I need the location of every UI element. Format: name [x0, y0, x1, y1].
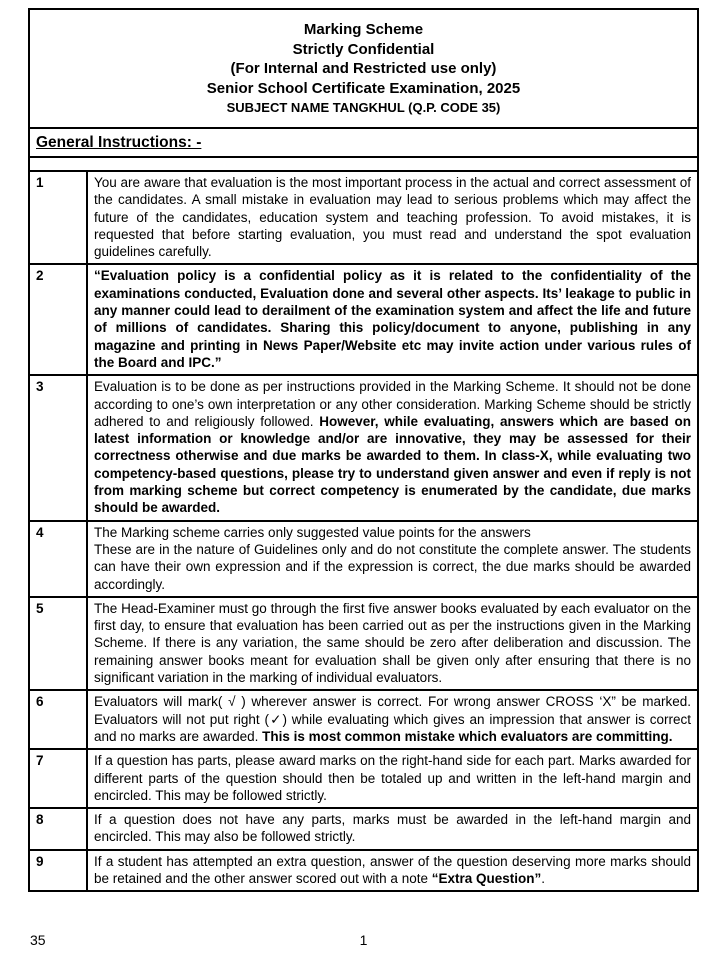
instruction-text-segment: You are aware that evaluation is the most important process in the actual and correct assessment of the candidates. A small mistake in evaluation may lead to serious problems which may affect the future of the candidates, education system and teaching profession. To avoid mistakes, it is requested that before starting evaluation, you must read and understand the spot evaluation guidelines carefully. [94, 175, 691, 260]
instruction-text [87, 749, 698, 808]
instruction-number: 7 [29, 749, 87, 808]
instruction-text-segment: Evaluation is to be done as per instructions provided in the Marking Scheme. It should not be done according to one’s own interpretation or any other consideration. Marking Scheme should be strictly adhered to and religiously followed. [94, 379, 691, 429]
instruction-row [29, 850, 698, 892]
instruction-text-segment: If a question does not have any parts, marks must be awarded in the left-hand margin and encircled. This may also be followed strictly. [94, 812, 691, 845]
instruction-number: 4 [29, 521, 87, 597]
instruction-row [29, 264, 698, 375]
header-examination: Senior School Certificate Examination, 2025 [206, 79, 521, 97]
document-header [30, 10, 697, 129]
instruction-text-segment: The Marking scheme carries only suggested value points for the answers [94, 524, 531, 540]
instruction-number: 9 [29, 850, 87, 892]
instruction-text-bold-segment: “Extra Question” [431, 870, 542, 886]
instruction-number: 3 [29, 375, 87, 520]
footer-code: 35 [30, 932, 46, 948]
instruction-text [87, 521, 698, 597]
instruction-number: 2 [29, 264, 87, 375]
header-subject: SUBJECT NAME TANGKHUL (Q.P. CODE 35) [226, 100, 501, 115]
instruction-text-segment: If a student has attempted an extra question, answer of the question deserving more marks should be retained and the other answer scored out with a note [94, 853, 691, 886]
document-page [28, 8, 699, 892]
instruction-number: 8 [29, 808, 87, 850]
instruction-number: 6 [29, 690, 87, 749]
instruction-text-segment: If a question has parts, please award marks on the right-hand side for each part. Marks awarded for different parts of the question should then be totaled up and written in the left-hand margin and encircled. This may be followed strictly. [94, 753, 691, 803]
instruction-row [29, 597, 698, 690]
instruction-text-bold-segment: This is most common mistake which evaluators are committing. [262, 728, 673, 744]
instruction-text-segment: The Head-Examiner must go through the first five answer books evaluated by each evaluator on the first day, to ensure that evaluation has been carried out as per the instructions given in the Marking Scheme. If there is any variation, the same should be zero after deliberation and discussion. The remaining answer books meant for evaluation shall be given only after ensuring that there is no significant variation in the marking of individual evaluators. [94, 600, 691, 686]
header-title: Marking Scheme [303, 21, 424, 38]
instruction-text [87, 690, 698, 749]
instruction-row [29, 375, 698, 520]
instruction-row [29, 171, 698, 264]
instruction-number: 5 [29, 597, 87, 690]
instruction-text [87, 171, 698, 264]
instructions-table [28, 170, 699, 892]
spacer [30, 158, 697, 170]
instruction-text-segment: Evaluators will mark( √ ) wherever answer is correct. For wrong answer CROSS ‘X” be marked. Evaluators will not put right (✓) while evaluating which gives an impression that answer is correct and no marks are awarded. [94, 694, 691, 744]
general-instructions-title: General Instructions: - [36, 134, 202, 151]
header-restricted-use: (For Internal and Restricted use only) [230, 60, 497, 77]
general-instructions-row [30, 129, 697, 158]
instruction-row [29, 521, 698, 597]
instruction-text-bold-segment: However, while evaluating, answers which are based on latest information or knowledge and/or are innovative, they may be assessed for their correctness otherwise and due marks be awarded to them. In class-X, while evaluating two competency-based questions, please try to understand given answer and even if reply is not from marking scheme but correct competency is enumerated by the candidate, due marks should be awarded. [94, 413, 691, 516]
instruction-row [29, 690, 698, 749]
header-confidential: Strictly Confidential [292, 40, 435, 58]
instruction-text [87, 375, 698, 520]
instruction-text [87, 808, 698, 850]
instruction-text-segment: . [541, 870, 546, 886]
instruction-number: 1 [29, 171, 87, 264]
instruction-text [87, 597, 698, 690]
instruction-text [87, 850, 698, 892]
footer-page-number: 1 [359, 932, 368, 948]
instruction-text-bold-segment: “Evaluation policy is a confidential policy as it is related to the confidentiality of the examinations conducted, Evaluation done and several other aspects. Its’ leakage to public in any manner could lead to derailment of the examination system and affect the life and future of millions of candidates. Sharing this policy/document to anyone, publishing in any magazine and printing in News Paper/Website etc may invite action under various rules of the Board and IPC.” [94, 268, 691, 370]
instruction-text-segment: These are in the nature of Guidelines only and do not constitute the complete answer. The students can have their own expression and if the expression is correct, the due marks should be awarded accordingly. [94, 541, 691, 592]
instruction-row [29, 808, 698, 850]
instruction-text [87, 264, 698, 375]
instructions-table-body [29, 171, 698, 891]
instruction-row [29, 749, 698, 808]
